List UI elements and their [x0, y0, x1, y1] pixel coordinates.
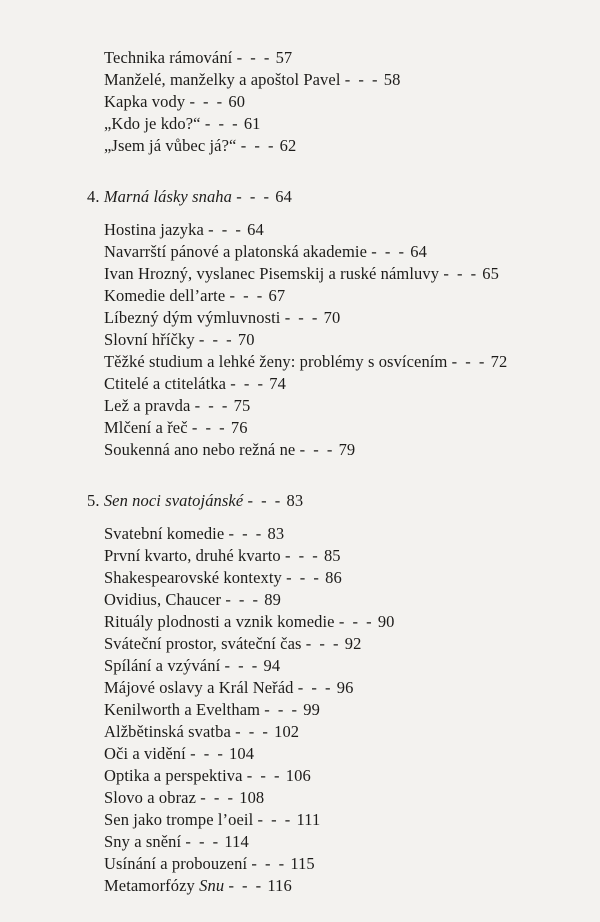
page-number: 65 [482, 264, 499, 283]
toc-entry [104, 47, 292, 69]
page-number: 75 [233, 396, 251, 415]
leader-dashes: - - - [371, 242, 406, 261]
leader-dashes: - - - [338, 612, 374, 631]
toc-entry [104, 589, 281, 611]
page-number: 83 [286, 491, 304, 510]
toc-entry [104, 219, 264, 241]
entry-title: Těžké studium a lehké ženy: problémy s osvícením [104, 352, 448, 371]
toc-entry [104, 329, 255, 351]
leader-dashes: - - - [240, 136, 276, 155]
toc-entry [104, 285, 285, 307]
toc-entry [104, 611, 395, 633]
page-number: 74 [269, 374, 286, 393]
toc-entry [104, 439, 355, 461]
entry-title: Májové oslavy a Král Neřád [104, 678, 294, 697]
leader-dashes: - - - [185, 832, 221, 851]
page-number: 85 [323, 546, 341, 565]
entry-title: Navarrští pánové a platonská akademie [104, 242, 368, 261]
toc-entry [104, 677, 353, 699]
entry-title: Metamorfózy [104, 876, 195, 895]
toc-entry [104, 875, 292, 897]
leader-dashes: - - - [443, 264, 479, 283]
leader-dashes: - - - [190, 744, 225, 763]
leader-dashes: - - - [451, 352, 487, 371]
entry-title: Sváteční prostor, sváteční čas [104, 634, 302, 653]
leader-dashes: - - - [247, 491, 283, 510]
page-number: 64 [410, 242, 427, 261]
toc-entry [104, 307, 340, 329]
leader-dashes: - - - [236, 48, 272, 67]
page-number: 76 [230, 418, 248, 437]
toc-entry [104, 263, 499, 285]
leader-dashes: - - - [204, 114, 240, 133]
leader-dashes: - - - [194, 396, 230, 415]
leader-dashes: - - - [299, 440, 335, 459]
toc-chapter-entry [87, 186, 292, 208]
page-number: 106 [285, 766, 311, 785]
leader-dashes: - - - [235, 722, 270, 741]
leader-dashes: - - - [224, 656, 260, 675]
entry-title: „Kdo je kdo?“ [104, 114, 201, 133]
page-number: 60 [228, 92, 246, 111]
page-number: 64 [275, 187, 292, 206]
toc-entry [104, 633, 361, 655]
entry-title: Alžbětinská svatba [104, 722, 231, 741]
page-number: 94 [263, 656, 281, 675]
entry-title: Sen noci svatojánské [103, 491, 244, 510]
entry-title: „Jsem já vůbec já?“ [104, 136, 237, 155]
leader-dashes: - - - [208, 220, 243, 239]
toc-entry [104, 765, 311, 787]
page-number: 61 [243, 114, 261, 133]
entry-title-italic: Snu [199, 876, 225, 895]
toc-entry [104, 567, 342, 589]
page-number: 70 [323, 308, 341, 327]
toc-entry [104, 523, 284, 545]
toc-entry [104, 831, 249, 853]
entry-title: Sny a snění [104, 832, 182, 851]
entry-title: Slovo a obraz [104, 788, 197, 807]
toc-entry [104, 809, 320, 831]
entry-title: Kenilworth a Eveltham [104, 700, 261, 719]
leader-dashes: - - - [344, 70, 380, 89]
page-number: 57 [275, 48, 293, 67]
leader-dashes: - - - [264, 700, 300, 719]
entry-title: Ctitelé a ctitelátka [104, 374, 227, 393]
leader-dashes: - - - [200, 788, 235, 807]
page-number: 79 [338, 440, 356, 459]
entry-title: Sen jako trompe l’oeil [104, 810, 254, 829]
leader-dashes: - - - [305, 634, 341, 653]
entry-title: Marná lásky snaha [103, 187, 233, 206]
leader-dashes: - - - [284, 308, 320, 327]
leader-dashes: - - - [284, 546, 320, 565]
page-number: 116 [267, 876, 292, 895]
page-number: 86 [325, 568, 342, 587]
entry-title: Mlčení a řeč [104, 418, 188, 437]
toc-entry [104, 373, 286, 395]
chapter-number: 5. [87, 491, 104, 510]
page-number: 92 [344, 634, 362, 653]
page-number: 104 [229, 744, 255, 763]
toc-entry [104, 721, 299, 743]
entry-title: První kvarto, druhé kvarto [104, 546, 281, 565]
toc-entry [104, 351, 507, 373]
toc-entry [104, 417, 248, 439]
leader-dashes: - - - [236, 187, 271, 206]
entry-title: Shakespearovské kontexty [104, 568, 282, 587]
page-number: 83 [267, 524, 285, 543]
toc-entry [104, 787, 264, 809]
entry-title: Lež a pravda [104, 396, 191, 415]
leader-dashes: - - - [297, 678, 333, 697]
entry-title: Rituály plodnosti a vznik komedie [104, 612, 335, 631]
toc-entry [104, 743, 254, 765]
leader-dashes: - - - [251, 854, 287, 873]
entry-title: Manželé, manželky a apoštol Pavel [104, 70, 341, 89]
toc-chapter-entry [87, 490, 303, 512]
page-number: 99 [303, 700, 320, 719]
page-number: 89 [264, 590, 281, 609]
entry-title: Hostina jazyka [104, 220, 204, 239]
chapter-number: 4. [87, 187, 104, 206]
toc-entry [104, 545, 341, 567]
leader-dashes: - - - [191, 418, 227, 437]
page-number: 64 [247, 220, 264, 239]
page-number: 70 [237, 330, 255, 349]
leader-dashes: - - - [189, 92, 225, 111]
entry-title: Optika a perspektiva [104, 766, 243, 785]
toc-entry [104, 135, 296, 157]
entry-title: Ovidius, Chaucer [104, 590, 222, 609]
leader-dashes: - - - [257, 810, 293, 829]
entry-title: Kapka vody [104, 92, 186, 111]
toc-entry [104, 113, 261, 135]
toc-entry [104, 853, 315, 875]
page-number: 72 [490, 352, 508, 371]
leader-dashes: - - - [228, 524, 264, 543]
entry-title: Spílání a vzývání [104, 656, 221, 675]
leader-dashes: - - - [228, 876, 264, 895]
page-number: 67 [268, 286, 286, 305]
entry-title: Soukenná ano nebo režná ne [104, 440, 296, 459]
toc-entry [104, 395, 250, 417]
page-number: 114 [224, 832, 249, 851]
toc-entry [104, 241, 427, 263]
entry-title: Líbezný dým výmluvnosti [104, 308, 281, 327]
entry-title: Technika rámování [104, 48, 233, 67]
page-number: 96 [336, 678, 354, 697]
leader-dashes: - - - [230, 374, 265, 393]
leader-dashes: - - - [246, 766, 282, 785]
page-number: 62 [279, 136, 297, 155]
page-number: 115 [290, 854, 315, 873]
leader-dashes: - - - [229, 286, 265, 305]
toc-entry [104, 69, 400, 91]
entry-title: Svatební komedie [104, 524, 225, 543]
entry-title: Komedie dell’arte [104, 286, 226, 305]
toc-entry [104, 699, 320, 721]
entry-title: Oči a vidění [104, 744, 186, 763]
page-number: 58 [383, 70, 401, 89]
page-number: 108 [239, 788, 265, 807]
toc-entry [104, 655, 280, 677]
entry-title: Slovní hříčky [104, 330, 195, 349]
leader-dashes: - - - [198, 330, 234, 349]
page-number: 102 [274, 722, 300, 741]
toc-entry [104, 91, 245, 113]
page-number: 90 [377, 612, 395, 631]
leader-dashes: - - - [225, 590, 261, 609]
leader-dashes: - - - [286, 568, 321, 587]
page-number: 111 [296, 810, 321, 829]
entry-title: Ivan Hrozný, vyslanec Pisemskij a ruské námluvy [104, 264, 440, 283]
entry-title: Usínání a probouzení [104, 854, 248, 873]
